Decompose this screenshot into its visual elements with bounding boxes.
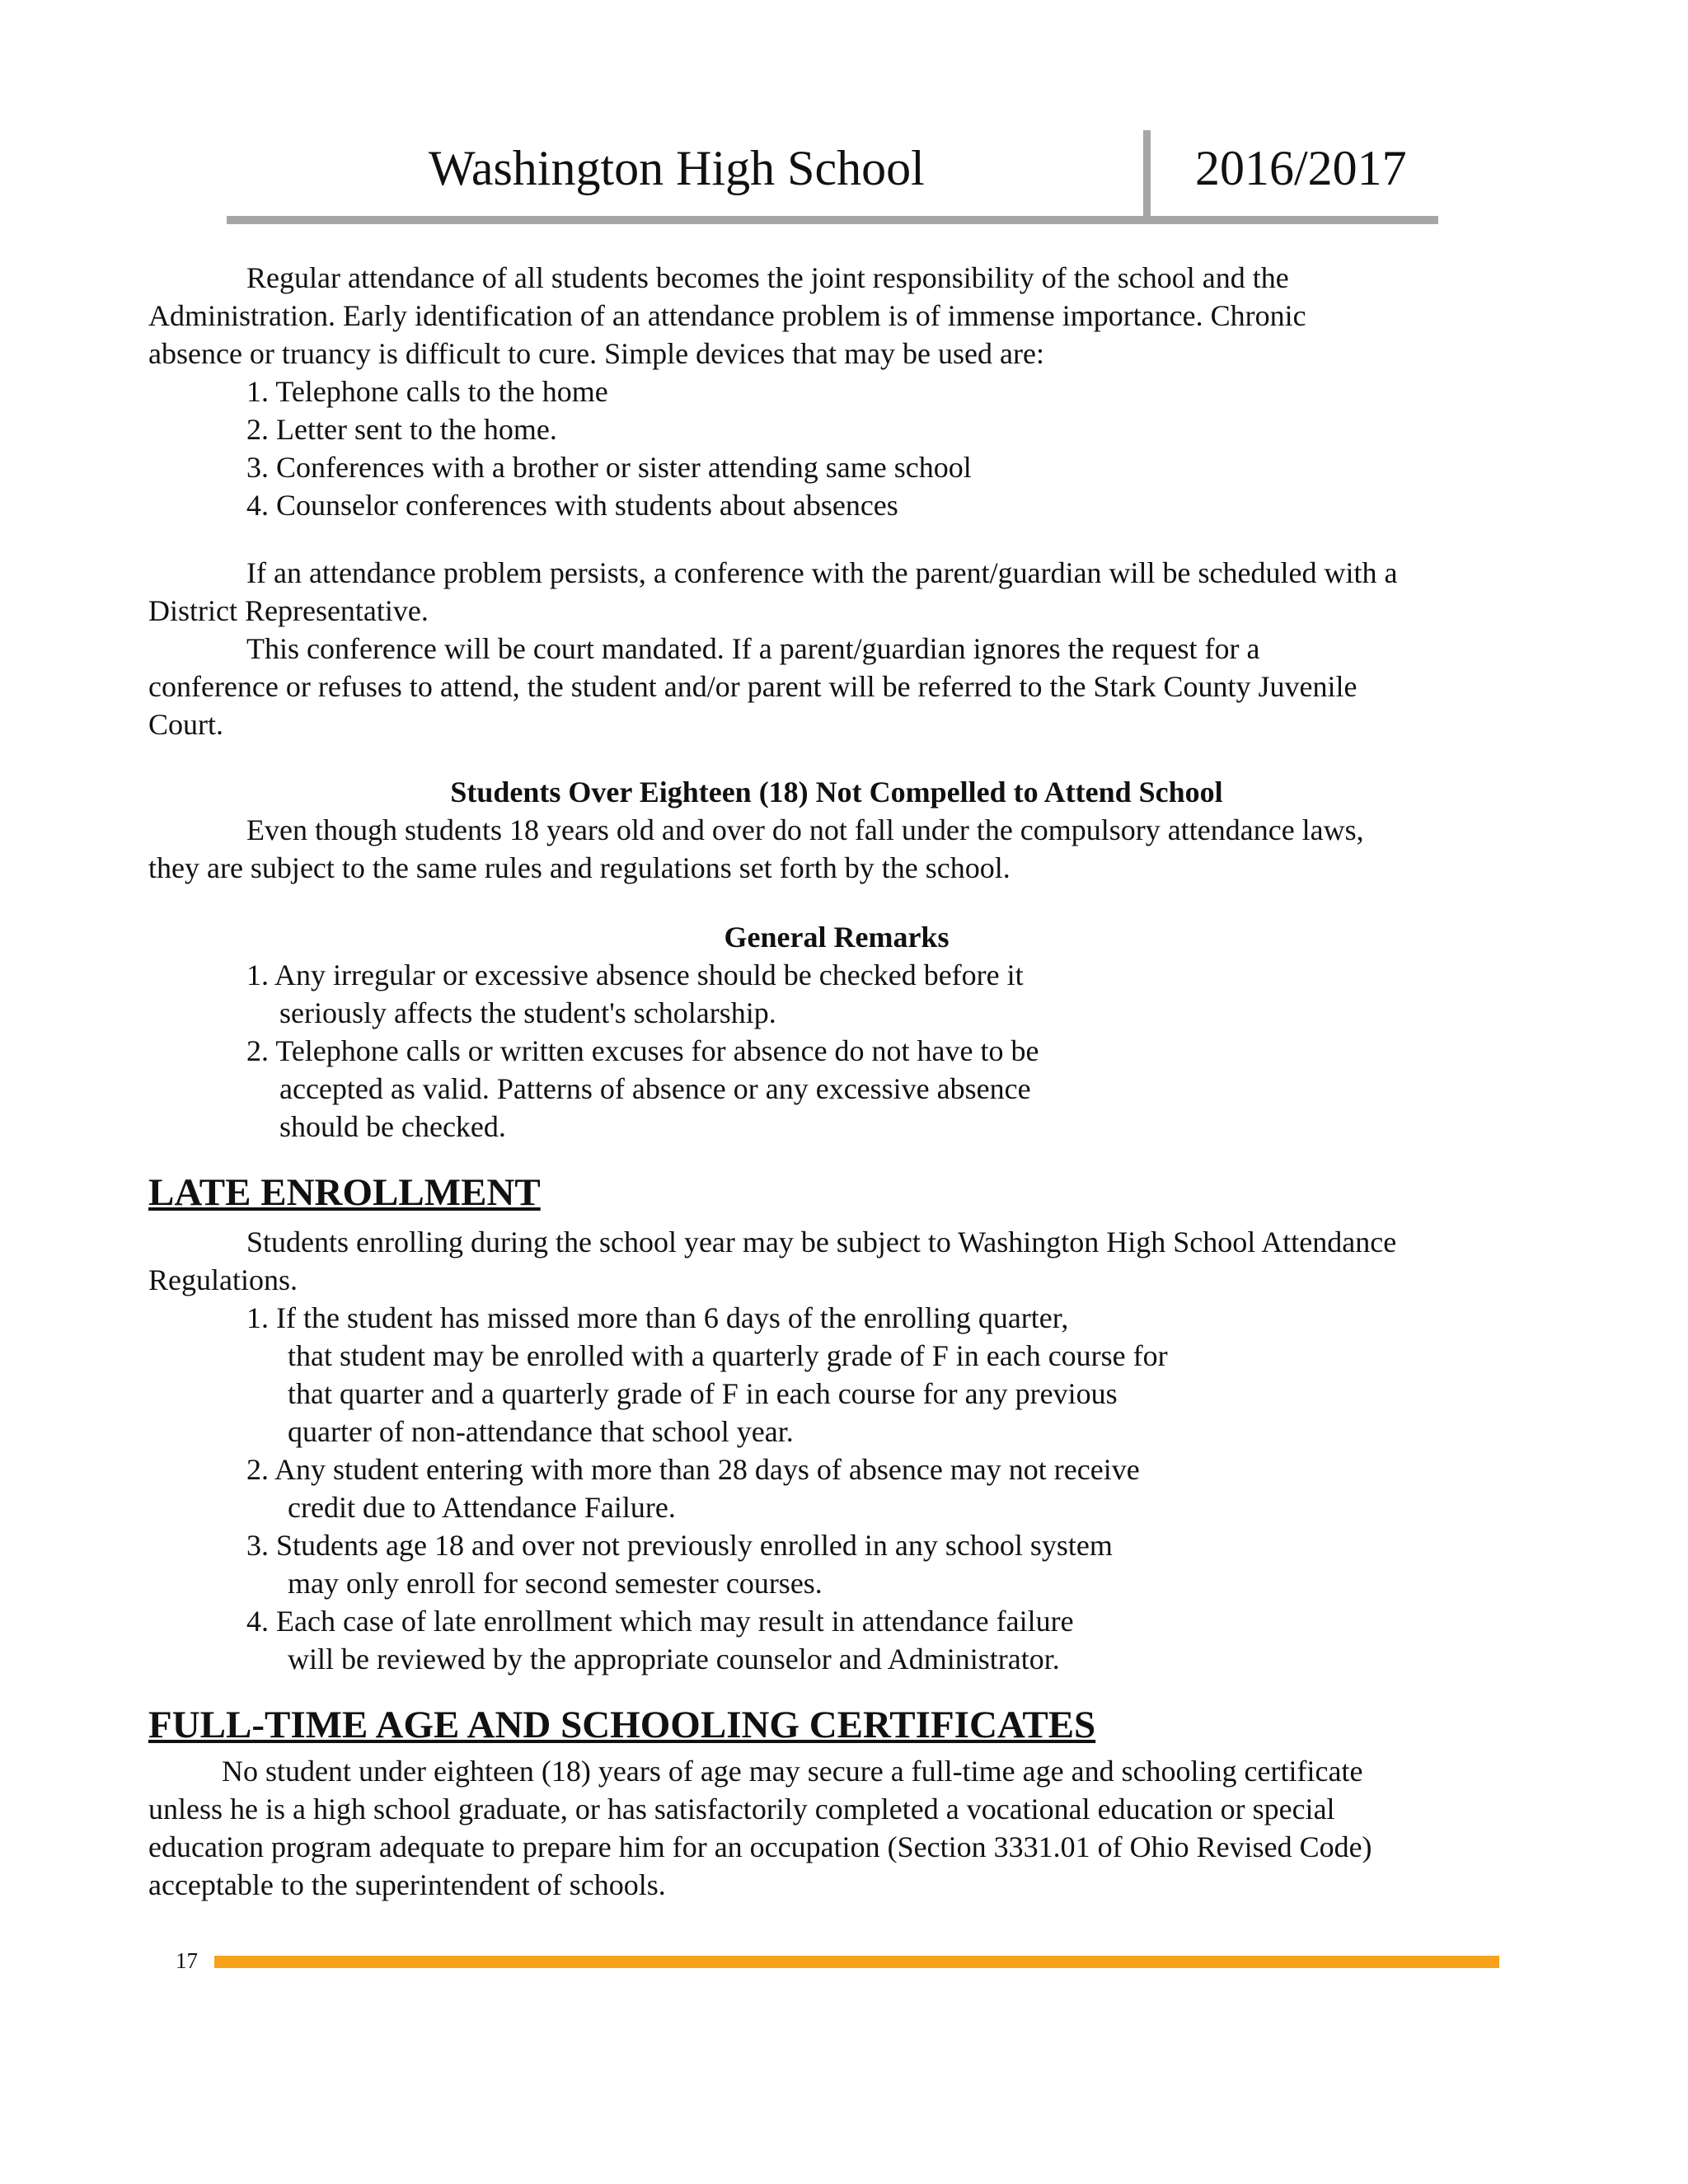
header-rule xyxy=(227,216,1438,224)
intro-line: Regular attendance of all students becomes the joint responsibility of the school and the xyxy=(246,261,1289,294)
certs-line: acceptable to the superintendent of schools. xyxy=(148,1868,666,1901)
certs-line: No student under eighteen (18) years of age may secure a full-time age and schooling certificate xyxy=(222,1755,1363,1788)
header-divider-vertical xyxy=(1143,130,1151,216)
persist-line: Court. xyxy=(148,708,224,741)
late-line: that quarter and a quarterly grade of F in each course for any previous xyxy=(288,1377,1118,1410)
late-line: credit due to Attendance Failure. xyxy=(288,1491,676,1524)
late-line: will be reviewed by the appropriate counselor and Administrator. xyxy=(288,1643,1060,1675)
remarks-line: 1. Any irregular or excessive absence should be checked before it xyxy=(246,958,1024,991)
certs-line: education program adequate to prepare him for an occupation (Section 3331.01 of Ohio Revised Code) xyxy=(148,1830,1372,1863)
list-item: 3. Conferences with a brother or sister attending same school xyxy=(246,451,972,484)
late-line: 4. Each case of late enrollment which may result in attendance failure xyxy=(246,1605,1074,1638)
intro-line: absence or truancy is difficult to cure. Simple devices that may be used are: xyxy=(148,337,1044,370)
footer-rule xyxy=(214,1956,1499,1968)
persist-line: conference or refuses to attend, the student and/or parent will be referred to the Stark County Juvenile xyxy=(148,670,1357,703)
over18-line: Even though students 18 years old and over do not fall under the compulsory attendance laws, xyxy=(246,813,1364,846)
certificates-heading: FULL-TIME AGE AND SCHOOLING CERTIFICATES xyxy=(148,1704,1096,1746)
list-item: 2. Letter sent to the home. xyxy=(246,413,557,446)
late-line: that student may be enrolled with a quarterly grade of F in each course for xyxy=(288,1339,1168,1372)
late-line: quarter of non-attendance that school year. xyxy=(288,1415,794,1448)
remarks-line: seriously affects the student's scholarship. xyxy=(279,996,776,1029)
late-line: Students enrolling during the school year may be subject to Washington High School Attendance xyxy=(246,1226,1397,1258)
list-item: 4. Counselor conferences with students about absences xyxy=(246,489,898,522)
remarks-line: 2. Telephone calls or written excuses for absence do not have to be xyxy=(246,1034,1039,1067)
late-line: 2. Any student entering with more than 28 days of absence may not receive xyxy=(246,1453,1140,1486)
remarks-line: should be checked. xyxy=(279,1110,506,1143)
persist-line: This conference will be court mandated. If a parent/guardian ignores the request for a xyxy=(246,632,1260,665)
remarks-line: accepted as valid. Patterns of absence or any excessive absence xyxy=(279,1072,1031,1105)
remarks-heading: General Remarks xyxy=(724,921,950,954)
late-enrollment-heading: LATE ENROLLMENT xyxy=(148,1171,541,1214)
late-line: 3. Students age 18 and over not previously enrolled in any school system xyxy=(246,1529,1113,1562)
page-number: 17 xyxy=(176,1948,198,1973)
late-line: Regulations. xyxy=(148,1263,298,1296)
late-line: may only enroll for second semester courses. xyxy=(288,1567,823,1600)
school-year: 2016/2017 xyxy=(1195,141,1407,195)
over18-heading: Students Over Eighteen (18) Not Compelled to Attend School xyxy=(450,776,1223,808)
persist-line: District Representative. xyxy=(148,594,429,627)
intro-line: Administration. Early identification of an attendance problem is of immense importance. Chronic xyxy=(148,299,1306,332)
school-title: Washington High School xyxy=(429,141,925,195)
list-item: 1. Telephone calls to the home xyxy=(246,375,608,408)
late-line: 1. If the student has missed more than 6 days of the enrolling quarter, xyxy=(246,1301,1069,1334)
persist-line: If an attendance problem persists, a conference with the parent/guardian will be scheduled with a xyxy=(246,556,1398,589)
certs-line: unless he is a high school graduate, or has satisfactorily completed a vocational education or special xyxy=(148,1793,1335,1825)
over18-line: they are subject to the same rules and regulations set forth by the school. xyxy=(148,851,1010,884)
